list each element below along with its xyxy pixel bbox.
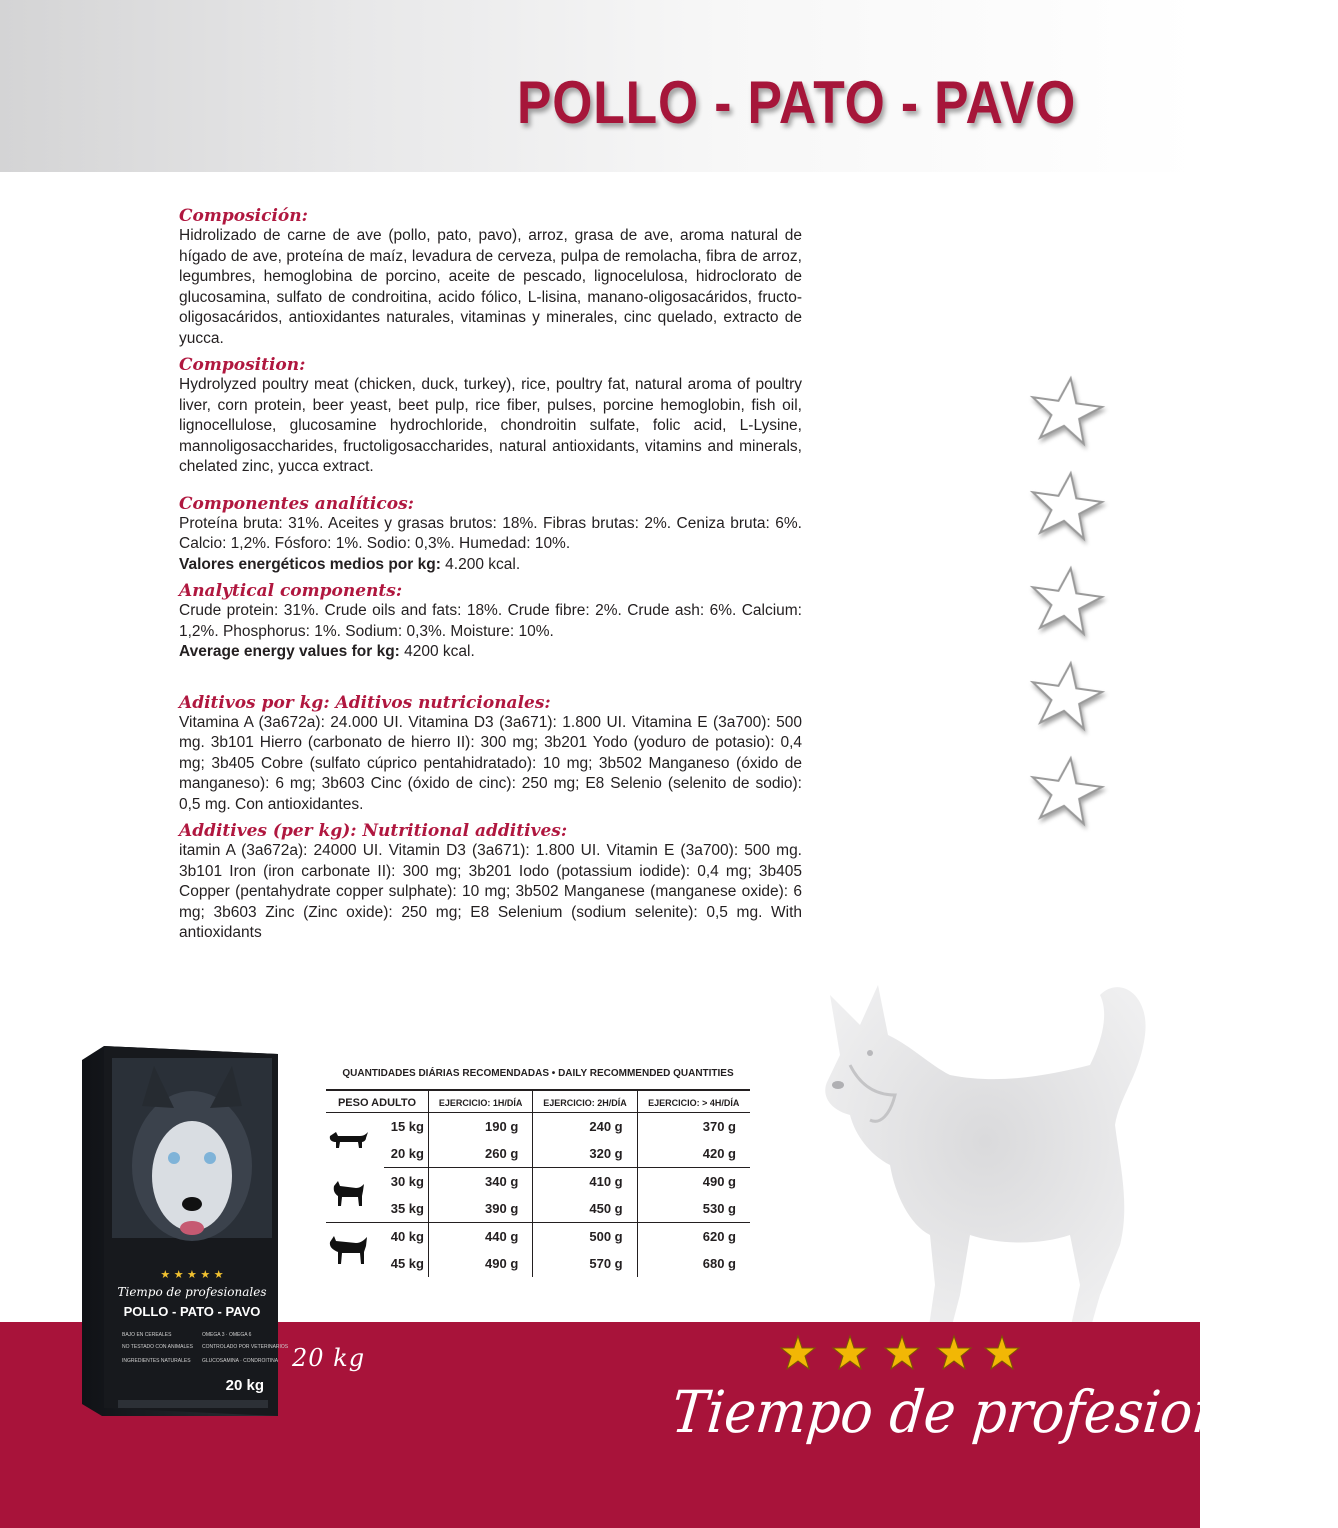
star-icon xyxy=(833,1336,867,1369)
table-row xyxy=(326,1223,750,1251)
qty-cell: 620 g xyxy=(637,1223,750,1251)
star-icon xyxy=(1024,562,1108,634)
col-header-2h: EJERCICIO: 2H/DÍA xyxy=(533,1090,637,1113)
qty-cell: 320 g xyxy=(533,1140,637,1168)
page-title: POLLO - PATO - PAVO xyxy=(516,69,1076,136)
additives-heading: Additives (per kg): Nutritional additives: xyxy=(179,821,568,841)
qty-cell: 420 g xyxy=(637,1140,750,1168)
analytical-energy xyxy=(179,642,802,663)
qty-cell: 240 g xyxy=(533,1113,637,1141)
col-header-peso: PESO ADULTO xyxy=(326,1090,428,1113)
brand-stars xyxy=(778,1334,1022,1374)
husky-illustration xyxy=(800,935,1160,1335)
analytical-text: Crude protein: 31%. Crude oils and fats: 18%. Crude fibre: 2%. Crude ash: 6%. Calcium: 1,2%. Phosphorus: 1%. Sodium: 0,3%. Moisture: 10%. xyxy=(179,602,802,640)
star-icon xyxy=(937,1336,971,1369)
quantities-caption: QUANTIDADES DIÁRIAS RECOMENDADAS • DAILY RECOMMENDED QUANTITIES xyxy=(342,1068,734,1079)
qty-cell: 500 g xyxy=(533,1223,637,1251)
bag-weight: 20 kg xyxy=(225,1377,264,1394)
bag-brand: Tiempo de profesionales xyxy=(117,1285,267,1299)
composition-text: Hydrolyzed poultry meat (chicken, duck, turkey), rice, poultry fat, natural aroma of poultry liver, corn protein, beer yeast, beet pulp, rice fiber, pulses, porcine hemoglobin, fish oil, lignocellulose, glucosamine hydrochloride, chondroitin sulfate, folic acid, L-Lysine, mannoligosaccharides, fructoligosaccharides, natural antioxidants, vitamins and minerals, chelated zinc, yucca extract. xyxy=(179,376,802,475)
componentes-heading: Componentes analíticos: xyxy=(179,493,414,514)
stars-column xyxy=(1024,372,1108,847)
weight-cell: 45 kg xyxy=(390,1256,424,1271)
weight-cell: 35 kg xyxy=(384,1195,428,1223)
qty-cell: 340 g xyxy=(428,1168,532,1196)
componentes-energy xyxy=(179,555,802,576)
qty-cell: 530 g xyxy=(637,1195,750,1223)
product-bag-image xyxy=(82,1046,289,1416)
qty-cell: 440 g xyxy=(428,1223,532,1251)
bag-badge-2: OMEGA 3 · OMEGA 6 xyxy=(202,1332,252,1338)
bag-badge-6: GLUCOSAMINA · CONDROITINA xyxy=(202,1358,279,1364)
star-icon xyxy=(1024,372,1108,444)
star-icon xyxy=(985,1336,1019,1369)
star-icon xyxy=(1024,752,1108,824)
table-row xyxy=(326,1168,750,1196)
quantities-table-block xyxy=(326,1068,750,1277)
table-row xyxy=(326,1140,750,1168)
componentes-energy-label: Valores energéticos medios por kg: xyxy=(179,555,441,573)
weight-cell: 15 kg xyxy=(390,1119,424,1134)
small-dog-icon xyxy=(326,1113,384,1168)
bag-badge-3: NO TESTADO CON ANIMALES xyxy=(122,1344,193,1350)
star-icon xyxy=(781,1336,815,1369)
star-icon xyxy=(885,1336,919,1369)
col-header-4h: EJERCICIO: > 4H/DÍA xyxy=(637,1090,750,1113)
qty-cell: 190 g xyxy=(428,1113,532,1141)
qty-cell: 390 g xyxy=(428,1195,532,1223)
qty-cell: 570 g xyxy=(533,1250,637,1277)
qty-cell: 370 g xyxy=(637,1113,750,1141)
qty-cell: 450 g xyxy=(533,1195,637,1223)
quantities-table xyxy=(326,1089,750,1277)
analytical-heading: Analytical components: xyxy=(179,581,403,601)
bag-badge-4: CONTROLADO POR VETERINARIOS xyxy=(202,1344,289,1350)
bag-badge-5: INGREDIENTES NATURALES xyxy=(122,1358,191,1364)
medium-dog-icon xyxy=(326,1168,384,1223)
table-row xyxy=(326,1250,750,1277)
qty-cell: 680 g xyxy=(637,1250,750,1277)
additives-text: itamin A (3a672a): 24000 UI. Vitamin D3 (3a671): 1.800 UI. Vitamin E (3a700): 500 mg. 3b101 Iron (iron carbonate II): 300 mg; 3b201 Iodo (potassium iodide): 0,4 mg; 3b405 Copper (pentahydrate copper sulphate): 10 mg; 3b502 Manganese (manganese oxide): 6 mg; 3b603 Zinc (Zinc oxide): 250 mg; E8 Selenium (sodium selenite): 0,5 mg. With antioxidants xyxy=(179,842,802,941)
brand-name: Tiempo de profesionales xyxy=(668,1378,1338,1446)
composicion-text: Hidrolizado de carne de ave (pollo, pato, pavo), arroz, grasa de ave, aroma natural de hígado de ave, proteína de maíz, levadura de cerveza, pulpa de remolacha, fibra de arroz, legumbres, hemoglobina de porcino, aceite de pescado, lignocelulosa, hidroclorato de glucosamina, sulfato de condroitina, acido fólico, L-lisina, manano-oligosacáridos, fructo-oligosacáridos, antioxidantes naturales, vitaminas y minerales, cinc quelado, extracto de yucca. xyxy=(179,227,802,347)
bag-product: POLLO - PATO - PAVO xyxy=(123,1304,261,1319)
content xyxy=(179,206,802,944)
composition-heading: Composition: xyxy=(179,355,306,375)
weight-cell: 40 kg xyxy=(390,1229,424,1244)
bag-badge-1: BAJO EN CEREALES xyxy=(122,1332,172,1338)
qty-cell: 260 g xyxy=(428,1140,532,1168)
weight-cell: 30 kg xyxy=(390,1174,424,1189)
aditivos-text: Vitamina A (3a672a): 24.000 UI. Vitamina D3 (3a671): 1.800 UI. Vitamina E (3a700): 500 mg. 3b101 Hierro (carbonato de hierro II): 300 mg; 3b201 Yodo (yoduro de potasio): 0,4 mg; 3b405 Cobre (sulfato cúprico pentahidratado): 10 mg; 3b502 Manganeso (óxido de manganeso): 6 mg; 3b603 Cinc (óxido de cinc): 250 mg; E8 Selenio (selenito de sodio): 0,5 mg. Con antioxidantes. xyxy=(179,713,802,813)
qty-cell: 490 g xyxy=(637,1168,750,1196)
qty-cell: 410 g xyxy=(533,1168,637,1196)
qty-cell: 490 g xyxy=(428,1250,532,1277)
size-label: 20 kg xyxy=(292,1344,366,1372)
col-header-1h: EJERCICIO: 1H/DÍA xyxy=(428,1090,532,1113)
star-icon xyxy=(1024,467,1108,539)
table-row xyxy=(326,1113,750,1141)
star-icon xyxy=(1024,657,1108,729)
aditivos-heading: Aditivos por kg: Aditivos nutricionales: xyxy=(179,692,551,713)
analytical-energy-value: 4200 kcal. xyxy=(399,643,475,660)
table-row xyxy=(326,1195,750,1223)
composicion-heading: Composición: xyxy=(179,206,308,226)
analytical-energy-label: Average energy values for kg: xyxy=(179,643,400,660)
componentes-energy-value: 4.200 kcal. xyxy=(440,555,521,573)
weight-cell: 20 kg xyxy=(384,1140,428,1168)
componentes-text: Proteína bruta: 31%. Aceites y grasas brutos: 18%. Fibras brutas: 2%. Ceniza bruta: 6%. Calcio: 1,2%. Fósforo: 1%. Sodio: 0,3%. Humedad: 10%. xyxy=(179,514,802,552)
svg-text:★ ★ ★ ★ ★: ★ ★ ★ ★ ★ xyxy=(160,1268,224,1281)
large-dog-icon xyxy=(326,1223,384,1278)
